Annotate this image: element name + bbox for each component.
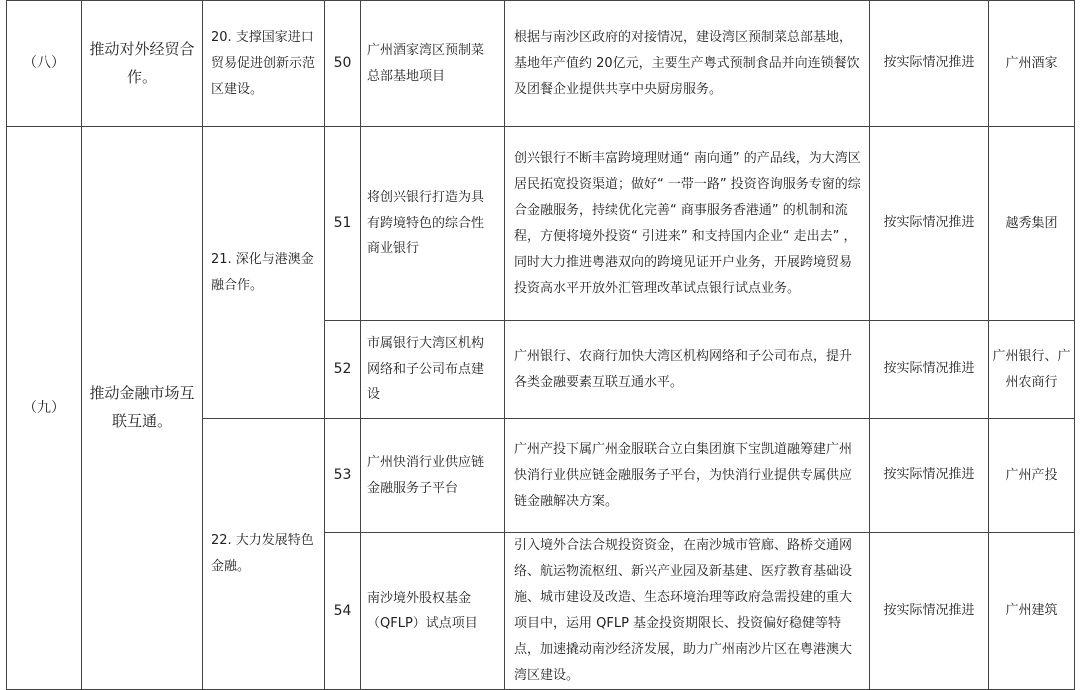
item-number: 51	[325, 127, 361, 321]
table-row	[7, 1, 1075, 127]
section-number: （八）	[7, 1, 82, 127]
responsible-unit: 广州银行、广州农商行	[989, 321, 1075, 419]
progress-cell: 按实际情况推进	[870, 419, 989, 533]
project-name: 南沙境外股权基金（QFLP）试点项目	[361, 533, 505, 690]
section-number: （九）	[7, 127, 82, 690]
sub-task-cell: 22. 大力发展特色金融。	[203, 419, 325, 690]
category-cell: 推动金融市场互联互通。	[82, 127, 203, 690]
table-row	[7, 127, 1075, 321]
category-cell: 推动对外经贸合作。	[82, 1, 203, 127]
project-description: 引入境外合法合规投资资金，在南沙城市管廊、路桥交通网络、航运物流枢纽、新兴产业园及新基建、医疗教育基础设施、城市建设及改造、生态环境治理等政府急需投建的重大项目中，运用 QFLP 基金投资期限长、投资偏好稳健等特点，加速撬动南沙经济发展，助力广州南沙片区在粤港澳大湾区建设。	[505, 533, 870, 690]
progress-cell: 按实际情况推进	[870, 533, 989, 690]
progress-cell: 按实际情况推进	[870, 321, 989, 419]
project-description: 广州银行、农商行加快大湾区机构网络和子公司布点，提升各类金融要素互联互通水平。	[505, 321, 870, 419]
progress-cell: 按实际情况推进	[870, 1, 989, 127]
project-name: 广州酒家湾区预制菜总部基地项目	[361, 1, 505, 127]
item-number: 50	[325, 1, 361, 127]
project-table	[6, 0, 1075, 690]
project-name: 广州快消行业供应链金融服务子平台	[361, 419, 505, 533]
progress-cell: 按实际情况推进	[870, 127, 989, 321]
item-number: 53	[325, 419, 361, 533]
project-description: 根据与南沙区政府的对接情况，建设湾区预制菜总部基地，基地年产值约 20亿元，主要生产粤式预制食品并向连锁餐饮及团餐企业提供共享中央厨房服务。	[505, 1, 870, 127]
project-name: 市属银行大湾区机构网络和子公司布点建设	[361, 321, 505, 419]
sub-task-cell: 20. 支撑国家进口贸易促进创新示范区建设。	[203, 1, 325, 127]
project-name: 将创兴银行打造为具有跨境特色的综合性商业银行	[361, 127, 505, 321]
responsible-unit: 广州产投	[989, 419, 1075, 533]
responsible-unit: 广州酒家	[989, 1, 1075, 127]
item-number: 54	[325, 533, 361, 690]
responsible-unit: 广州建筑	[989, 533, 1075, 690]
item-number: 52	[325, 321, 361, 419]
responsible-unit: 越秀集团	[989, 127, 1075, 321]
project-description: 创兴银行不断丰富跨境理财通“ 南向通” 的产品线，为大湾区居民拓宽投资渠道；做好“ 一带一路” 投资咨询服务专窗的综合金融服务，持续优化完善“ 商事服务香港通” 的机制和流程，方便将境外投资“ 引进来” 和支持国内企业“ 走出去” ，同时大力推进粤港双向的跨境见证开户业务，开展跨境贸易投资高水平开放外汇管理改革试点银行试点业务。	[505, 127, 870, 321]
project-description: 广州产投下属广州金服联合立白集团旗下宝凯道融筹建广州快消行业供应链金融服务子平台，为快消行业提供专属供应链金融解决方案。	[505, 419, 870, 533]
sub-task-cell: 21. 深化与港澳金融合作。	[203, 127, 325, 419]
